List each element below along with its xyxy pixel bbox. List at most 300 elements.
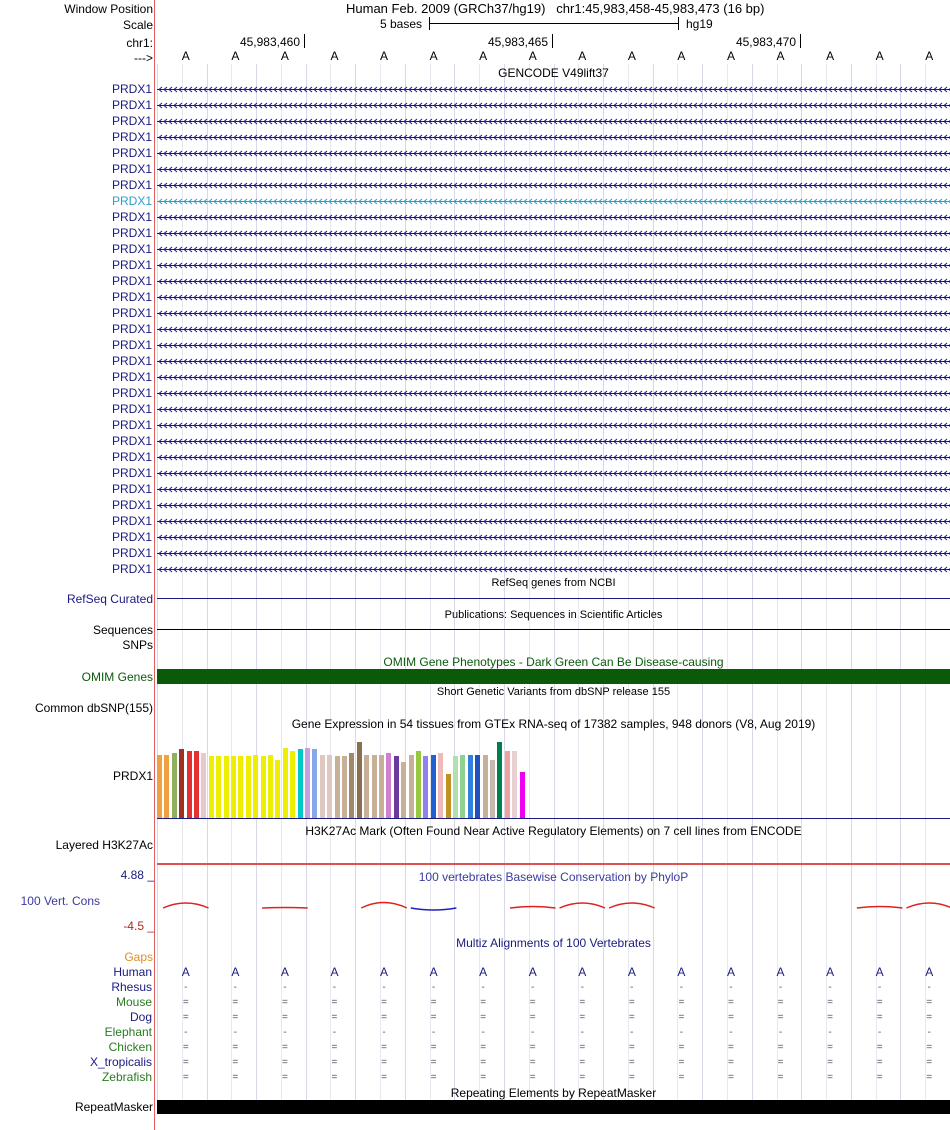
- gencode-transcript-label[interactable]: PRDX1: [111, 354, 152, 368]
- gencode-transcript-label[interactable]: PRDX1: [111, 434, 152, 448]
- multiz-aligned-base: -: [382, 1027, 386, 1038]
- multiz-aligned-base: =: [529, 997, 536, 1008]
- gtex-tissue-bar[interactable]: [349, 753, 354, 818]
- multiz-species-label[interactable]: Human: [113, 965, 152, 979]
- multiz-aligned-base: =: [678, 1057, 685, 1068]
- multiz-aligned-base: A: [330, 965, 339, 979]
- multiz-aligned-base: -: [580, 1027, 584, 1038]
- multiz-aligned-base: =: [678, 1012, 685, 1023]
- repeatmasker-label[interactable]: RepeatMasker: [74, 1100, 153, 1114]
- multiz-aligned-base: -: [382, 982, 386, 993]
- gencode-transcript-line[interactable]: [157, 421, 950, 430]
- gtex-tissue-bar[interactable]: [312, 749, 317, 818]
- multiz-species-label[interactable]: Dog: [129, 1010, 152, 1024]
- gtex-tissue-bar[interactable]: [179, 749, 184, 818]
- gencode-transcript-line[interactable]: [157, 469, 950, 478]
- phylop-score-mark: [411, 908, 457, 910]
- position-tick-mark: [304, 34, 305, 48]
- gtex-tissue-bar[interactable]: [372, 755, 377, 818]
- gtex-tissue-bar[interactable]: [275, 760, 280, 818]
- gencode-transcript-line[interactable]: [157, 213, 950, 222]
- multiz-aligned-base: A: [429, 965, 438, 979]
- multiz-species-label[interactable]: X_tropicalis: [89, 1055, 152, 1069]
- multiz-aligned-base: =: [182, 1042, 189, 1053]
- gtex-tissue-bar[interactable]: [520, 772, 525, 818]
- multiz-aligned-base: =: [331, 1042, 338, 1053]
- sequence-base: A: [726, 49, 735, 63]
- phylop-score-mark: [163, 903, 209, 908]
- multiz-aligned-base: =: [182, 997, 189, 1008]
- multiz-species-label[interactable]: Rhesus: [111, 980, 152, 994]
- gencode-transcript-line[interactable]: [157, 261, 950, 270]
- gtex-tissue-bar[interactable]: [416, 751, 421, 818]
- phylop-score-mark: [510, 907, 556, 909]
- gtex-title: Gene Expression in 54 tissues from GTEx RNA-seq of 17382 samples, 948 donors (V8, Aug 2019): [291, 717, 816, 731]
- multiz-aligned-base: A: [578, 965, 587, 979]
- gencode-transcript-label[interactable]: PRDX1: [111, 130, 152, 144]
- multiz-aligned-base: =: [331, 1012, 338, 1023]
- gencode-transcript-label[interactable]: PRDX1: [111, 370, 152, 384]
- multiz-aligned-base: -: [431, 1027, 436, 1038]
- gtex-tissue-bar[interactable]: [446, 774, 451, 818]
- multiz-aligned-base: A: [479, 965, 488, 979]
- window-position-label: Window Position: [64, 2, 153, 16]
- gencode-transcript-line[interactable]: [157, 245, 950, 254]
- multiz-aligned-base: =: [182, 1012, 189, 1023]
- gtex-tissue-bar[interactable]: [460, 755, 465, 818]
- phylop-min: -4.5 _: [123, 919, 154, 933]
- dbsnp-label[interactable]: Common dbSNP(155): [34, 701, 153, 715]
- gencode-transcript-label[interactable]: PRDX1: [111, 402, 152, 416]
- gencode-transcript-label[interactable]: PRDX1: [111, 162, 152, 176]
- multiz-aligned-base: =: [381, 1057, 387, 1068]
- multiz-aligned-base: =: [628, 997, 635, 1008]
- gtex-tissue-bar[interactable]: [423, 756, 428, 818]
- phylop-score-mark: [857, 907, 903, 909]
- multiz-aligned-base: =: [529, 1072, 536, 1083]
- multiz-aligned-base: =: [678, 1042, 685, 1053]
- gtex-tissue-bar[interactable]: [283, 748, 288, 818]
- multiz-aligned-base: -: [184, 982, 188, 993]
- multiz-aligned-base: =: [827, 997, 834, 1008]
- gtex-tissue-bar[interactable]: [157, 755, 162, 818]
- gencode-transcript-label[interactable]: PRDX1: [111, 274, 152, 288]
- sequence-base: A: [181, 49, 190, 63]
- phylop-score-mark: [560, 903, 606, 908]
- multiz-aligned-base: =: [777, 1057, 784, 1068]
- gtex-tissue-bar[interactable]: [497, 742, 502, 818]
- gtex-tissue-bar[interactable]: [231, 756, 236, 818]
- gtex-tissue-bar[interactable]: [357, 742, 362, 818]
- gencode-transcript-label[interactable]: PRDX1: [111, 98, 152, 112]
- multiz-aligned-base: =: [381, 1012, 387, 1023]
- gtex-tissue-bar[interactable]: [224, 756, 229, 818]
- multiz-aligned-base: -: [877, 1027, 882, 1038]
- sequence-base: A: [677, 49, 686, 63]
- multiz-aligned-base: -: [927, 1027, 931, 1038]
- sidebar-divider: [154, 0, 155, 1130]
- multiz-aligned-base: =: [827, 1072, 834, 1083]
- multiz-aligned-base: -: [877, 982, 882, 993]
- multiz-aligned-base: -: [332, 982, 337, 993]
- sequence-base: A: [627, 49, 636, 63]
- repeatmasker-bar[interactable]: [157, 1100, 950, 1114]
- position-tick: 45,983,470: [735, 35, 796, 49]
- gtex-tissue-bar[interactable]: [483, 755, 488, 818]
- refseq-line[interactable]: [157, 598, 950, 599]
- multiz-aligned-base: -: [233, 1027, 238, 1038]
- multiz-aligned-base: =: [331, 1057, 338, 1068]
- gencode-transcript-line[interactable]: [157, 293, 950, 302]
- multiz-aligned-base: =: [232, 1012, 239, 1023]
- gencode-transcript-label[interactable]: PRDX1: [111, 546, 152, 560]
- gtex-tissue-bar[interactable]: [261, 756, 266, 818]
- multiz-aligned-base: =: [728, 1057, 734, 1068]
- gtex-tissue-bar[interactable]: [187, 751, 192, 818]
- phylop-max: 4.88 _: [120, 868, 154, 882]
- multiz-aligned-base: =: [876, 1057, 883, 1068]
- gtex-tissue-bar[interactable]: [209, 756, 214, 818]
- gtex-tissue-bar[interactable]: [394, 756, 399, 818]
- sequence-base: A: [826, 49, 835, 63]
- gencode-transcript-label[interactable]: PRDX1: [111, 82, 152, 96]
- gencode-transcript-label[interactable]: PRDX1: [111, 498, 152, 512]
- gtex-tissue-bar[interactable]: [431, 755, 436, 818]
- gencode-transcript-label[interactable]: PRDX1: [111, 562, 152, 576]
- gtex-tissue-bar[interactable]: [238, 756, 243, 818]
- gencode-transcript-label[interactable]: PRDX1: [111, 194, 152, 208]
- multiz-aligned-base: =: [678, 997, 685, 1008]
- multiz-aligned-base: =: [926, 997, 933, 1008]
- gtex-tissue-bar[interactable]: [246, 756, 251, 818]
- sequence-base: A: [479, 49, 488, 63]
- multiz-aligned-base: A: [925, 965, 934, 979]
- multiz-aligned-base: =: [430, 1012, 437, 1023]
- multiz-aligned-base: =: [232, 1072, 239, 1083]
- multiz-aligned-base: =: [430, 1057, 437, 1068]
- gencode-transcript-line[interactable]: [157, 565, 950, 574]
- gtex-tissue-bar[interactable]: [253, 755, 258, 818]
- multiz-aligned-base: =: [876, 997, 883, 1008]
- multiz-aligned-base: -: [332, 1027, 337, 1038]
- multiz-aligned-base: A: [726, 965, 735, 979]
- multiz-aligned-base: -: [679, 982, 684, 993]
- gencode-transcript-line[interactable]: [157, 437, 950, 446]
- gtex-tissue-bar[interactable]: [172, 753, 177, 818]
- omim-title: OMIM Gene Phenotypes - Dark Green Can Be Disease-causing: [383, 655, 724, 669]
- snps-label: SNPs: [122, 638, 153, 652]
- multiz-aligned-base: =: [926, 1072, 933, 1083]
- multiz-aligned-base: -: [679, 1027, 684, 1038]
- phylop-score-mark: [262, 908, 308, 909]
- multiz-species-label[interactable]: Chicken: [108, 1040, 152, 1054]
- multiz-aligned-base: =: [728, 1042, 734, 1053]
- gencode-transcript-line[interactable]: [157, 485, 950, 494]
- refseq-title: RefSeq genes from NCBI: [491, 577, 616, 589]
- position-readout[interactable]: chr1:45,983,458-45,983,473 (16 bp): [556, 1, 765, 16]
- multiz-species-label[interactable]: Elephant: [104, 1025, 152, 1039]
- multiz-aligned-base: -: [481, 1027, 485, 1038]
- gtex-bar-chart[interactable]: [157, 730, 950, 818]
- multiz-aligned-base: A: [776, 965, 785, 979]
- multiz-aligned-base: -: [580, 982, 584, 993]
- assembly-title: [346, 1, 764, 16]
- multiz-aligned-base: -: [481, 982, 485, 993]
- multiz-aligned-base: -: [778, 982, 783, 993]
- gencode-transcript-line[interactable]: [157, 85, 950, 94]
- gtex-baseline: [157, 818, 950, 819]
- gtex-tissue-bar[interactable]: [468, 755, 473, 818]
- publications-title: Publications: Sequences in Scientific Articles: [444, 609, 663, 621]
- sequence-base: A: [578, 49, 587, 63]
- h3k27ac-label[interactable]: Layered H3K27Ac: [55, 838, 153, 852]
- db-label: hg19: [686, 17, 713, 31]
- multiz-aligned-base: =: [628, 1072, 635, 1083]
- gencode-transcript-line[interactable]: [157, 341, 950, 350]
- strand-arrow-label: --->: [134, 51, 153, 65]
- gencode-transcript-label[interactable]: PRDX1: [111, 226, 152, 240]
- phylop-score-mark: [361, 903, 407, 909]
- h3k27ac-title: H3K27Ac Mark (Often Found Near Active Regulatory Elements) on 7 cell lines from ENCODE: [305, 824, 802, 838]
- gencode-transcript-label[interactable]: PRDX1: [111, 114, 152, 128]
- multiz-aligned-base: =: [430, 1072, 437, 1083]
- multiz-aligned-base: =: [926, 1057, 933, 1068]
- gtex-tissue-bar[interactable]: [505, 751, 510, 818]
- gencode-transcript-label[interactable]: PRDX1: [111, 322, 152, 336]
- position-tick-mark: [800, 34, 801, 48]
- multiz-aligned-base: -: [184, 1027, 188, 1038]
- multiz-aligned-base: =: [926, 1012, 933, 1023]
- sequence-base: A: [380, 49, 389, 63]
- gencode-transcript-line[interactable]: [157, 373, 950, 382]
- multiz-aligned-base: =: [728, 1012, 734, 1023]
- gtex-tissue-bar[interactable]: [379, 755, 384, 818]
- gencode-transcript-label[interactable]: PRDX1: [111, 466, 152, 480]
- sequence-base: A: [429, 49, 438, 63]
- gencode-transcript-label[interactable]: PRDX1: [111, 146, 152, 160]
- gencode-transcript-line[interactable]: [157, 357, 950, 366]
- multiz-aligned-base: =: [777, 1042, 784, 1053]
- multiz-aligned-base: =: [827, 1012, 834, 1023]
- gencode-title: GENCODE V49lift37: [498, 66, 609, 80]
- multiz-aligned-base: =: [281, 1042, 288, 1053]
- gencode-transcript-label[interactable]: PRDX1: [111, 290, 152, 304]
- multiz-aligned-base: -: [630, 1027, 634, 1038]
- sequence-base: A: [330, 49, 339, 63]
- gencode-transcript-label[interactable]: PRDX1: [111, 306, 152, 320]
- gaps-label: Gaps: [124, 950, 153, 964]
- multiz-species-label[interactable]: Zebrafish: [101, 1070, 152, 1084]
- omim-bar[interactable]: [157, 669, 950, 684]
- multiz-species-label[interactable]: Mouse: [115, 995, 152, 1009]
- multiz-aligned-base: A: [181, 965, 190, 979]
- multiz-aligned-base: =: [281, 1012, 288, 1023]
- sequence-base: A: [875, 49, 884, 63]
- gtex-tissue-bar[interactable]: [268, 755, 273, 818]
- gtex-tissue-bar[interactable]: [386, 753, 391, 818]
- gtex-tissue-bar[interactable]: [305, 748, 310, 818]
- phylop-plot[interactable]: [157, 880, 950, 930]
- sequence-base: A: [528, 49, 537, 63]
- chr-label: chr1:: [126, 36, 153, 50]
- multiz-title: Multiz Alignments of 100 Vertebrates: [456, 936, 651, 950]
- multiz-aligned-base: =: [281, 997, 288, 1008]
- phylop-title: 100 vertebrates Basewise Conservation by PhyloP: [418, 870, 689, 884]
- phylop-label[interactable]: 100 Vert. Cons: [20, 894, 100, 908]
- multiz-aligned-base: =: [480, 1012, 487, 1023]
- sequence-base: A: [925, 49, 934, 63]
- multiz-aligned-base: =: [926, 1042, 933, 1053]
- gencode-transcript-line[interactable]: [157, 309, 950, 318]
- multiz-aligned-base: =: [529, 1012, 536, 1023]
- multiz-aligned-base: -: [828, 982, 832, 993]
- gencode-transcript-line[interactable]: [157, 133, 950, 142]
- publications-line[interactable]: [157, 629, 950, 630]
- gencode-transcript-label[interactable]: PRDX1: [111, 210, 152, 224]
- gencode-transcript-label[interactable]: PRDX1: [111, 338, 152, 352]
- multiz-aligned-base: =: [281, 1057, 288, 1068]
- gtex-tissue-bar[interactable]: [475, 755, 480, 818]
- gencode-transcript-label[interactable]: PRDX1: [111, 178, 152, 192]
- multiz-aligned-base: =: [331, 1072, 338, 1083]
- gencode-transcript-line[interactable]: [157, 325, 950, 334]
- gencode-transcript-line[interactable]: [157, 501, 950, 510]
- sequence-base: A: [280, 49, 289, 63]
- gencode-transcript-label[interactable]: PRDX1: [111, 530, 152, 544]
- multiz-aligned-base: -: [729, 1027, 733, 1038]
- multiz-aligned-base: A: [528, 965, 537, 979]
- multiz-aligned-base: A: [380, 965, 389, 979]
- gtex-tissue-bar[interactable]: [512, 751, 517, 818]
- multiz-aligned-base: =: [579, 1072, 586, 1083]
- multiz-aligned-base: -: [283, 1027, 287, 1038]
- multiz-aligned-base: =: [529, 1057, 536, 1068]
- gtex-tissue-bar[interactable]: [320, 755, 325, 818]
- gtex-tissue-bar[interactable]: [401, 762, 406, 818]
- refseq-label[interactable]: RefSeq Curated: [66, 592, 153, 606]
- gtex-tissue-bar[interactable]: [201, 753, 206, 818]
- multiz-aligned-base: =: [480, 1072, 487, 1083]
- gtex-tissue-bar[interactable]: [335, 756, 340, 818]
- gtex-tissue-bar[interactable]: [194, 751, 199, 818]
- assembly-name: Human Feb. 2009 (GRCh37/hg19): [346, 1, 546, 16]
- gtex-tissue-bar[interactable]: [490, 760, 495, 818]
- omim-label[interactable]: OMIM Genes: [81, 670, 153, 684]
- h3k27ac-line[interactable]: [157, 863, 950, 865]
- multiz-aligned-base: =: [430, 997, 437, 1008]
- multiz-aligned-base: =: [777, 1072, 784, 1083]
- multiz-aligned-base: =: [628, 1057, 635, 1068]
- gencode-transcript-line[interactable]: [157, 389, 950, 398]
- multiz-aligned-base: =: [827, 1042, 834, 1053]
- multiz-aligned-base: =: [579, 1012, 586, 1023]
- multiz-aligned-base: =: [480, 997, 487, 1008]
- multiz-aligned-base: A: [627, 965, 636, 979]
- multiz-aligned-base: =: [430, 1042, 437, 1053]
- gencode-transcript-line[interactable]: [157, 533, 950, 542]
- gencode-transcript-label[interactable]: PRDX1: [111, 386, 152, 400]
- gencode-transcript-line[interactable]: [157, 549, 950, 558]
- multiz-aligned-base: -: [531, 1027, 535, 1038]
- gencode-transcript-line[interactable]: [157, 117, 950, 126]
- gencode-transcript-line[interactable]: [157, 165, 950, 174]
- gtex-tissue-bar[interactable]: [409, 755, 414, 818]
- multiz-aligned-base: -: [531, 982, 535, 993]
- phylop-score-mark: [609, 903, 655, 908]
- position-tick: 45,983,460: [239, 35, 300, 49]
- scale-text: 5 bases: [380, 17, 423, 31]
- multiz-aligned-base: =: [579, 1057, 586, 1068]
- multiz-aligned-base: A: [677, 965, 686, 979]
- multiz-aligned-base: A: [280, 965, 289, 979]
- gencode-transcript-label[interactable]: PRDX1: [111, 482, 152, 496]
- position-tick: 45,983,465: [487, 35, 548, 49]
- gencode-transcript-label[interactable]: PRDX1: [111, 450, 152, 464]
- gtex-tissue-bar[interactable]: [453, 756, 458, 818]
- multiz-aligned-base: =: [876, 1072, 883, 1083]
- multiz-aligned-base: =: [579, 997, 586, 1008]
- multiz-aligned-base: =: [628, 1012, 635, 1023]
- gencode-transcript-label[interactable]: PRDX1: [111, 514, 152, 528]
- multiz-aligned-base: =: [777, 997, 784, 1008]
- gencode-transcript-line[interactable]: [157, 181, 950, 190]
- multiz-aligned-base: A: [875, 965, 884, 979]
- multiz-aligned-base: A: [826, 965, 835, 979]
- multiz-aligned-base: =: [232, 997, 239, 1008]
- gencode-transcript-line[interactable]: [157, 405, 950, 414]
- multiz-aligned-base: -: [729, 982, 733, 993]
- gencode-transcript-line[interactable]: [157, 517, 950, 526]
- multiz-aligned-base: =: [678, 1072, 685, 1083]
- gencode-transcript-label[interactable]: PRDX1: [111, 258, 152, 272]
- gencode-transcript-line[interactable]: [157, 197, 950, 206]
- gtex-label[interactable]: PRDX1: [112, 769, 153, 783]
- gencode-transcript-line[interactable]: [157, 277, 950, 286]
- publications-label[interactable]: Sequences: [92, 623, 153, 637]
- dbsnp-title: Short Genetic Variants from dbSNP release 155: [436, 686, 671, 698]
- multiz-aligned-base: =: [281, 1072, 288, 1083]
- gencode-transcript-label[interactable]: PRDX1: [111, 418, 152, 432]
- multiz-aligned-base: =: [728, 997, 734, 1008]
- multiz-aligned-base: =: [381, 997, 387, 1008]
- multiz-aligned-base: =: [480, 1057, 487, 1068]
- position-tick-mark: [552, 34, 553, 48]
- multiz-aligned-base: =: [480, 1042, 487, 1053]
- multiz-aligned-base: =: [876, 1012, 883, 1023]
- multiz-aligned-base: -: [630, 982, 634, 993]
- gtex-tissue-bar[interactable]: [216, 756, 221, 818]
- gtex-tissue-bar[interactable]: [290, 751, 295, 818]
- gtex-tissue-bar[interactable]: [164, 755, 169, 818]
- gtex-tissue-bar[interactable]: [298, 749, 303, 818]
- gencode-transcript-line[interactable]: [157, 453, 950, 462]
- gtex-tissue-bar[interactable]: [438, 753, 443, 818]
- multiz-aligned-base: =: [182, 1072, 189, 1083]
- multiz-aligned-base: =: [182, 1057, 189, 1068]
- sequence-base: A: [231, 49, 240, 63]
- gtex-tissue-bar[interactable]: [364, 755, 369, 818]
- gencode-transcript-line[interactable]: [157, 101, 950, 110]
- scale-bar: [429, 17, 679, 30]
- gtex-tissue-bar[interactable]: [342, 756, 347, 818]
- gencode-transcript-line[interactable]: [157, 229, 950, 238]
- gencode-transcript-line[interactable]: [157, 149, 950, 158]
- gencode-transcript-label[interactable]: PRDX1: [111, 242, 152, 256]
- scale-label: Scale: [122, 18, 153, 32]
- multiz-aligned-base: =: [777, 1012, 784, 1023]
- gtex-tissue-bar[interactable]: [327, 755, 332, 818]
- multiz-aligned-base: =: [232, 1057, 239, 1068]
